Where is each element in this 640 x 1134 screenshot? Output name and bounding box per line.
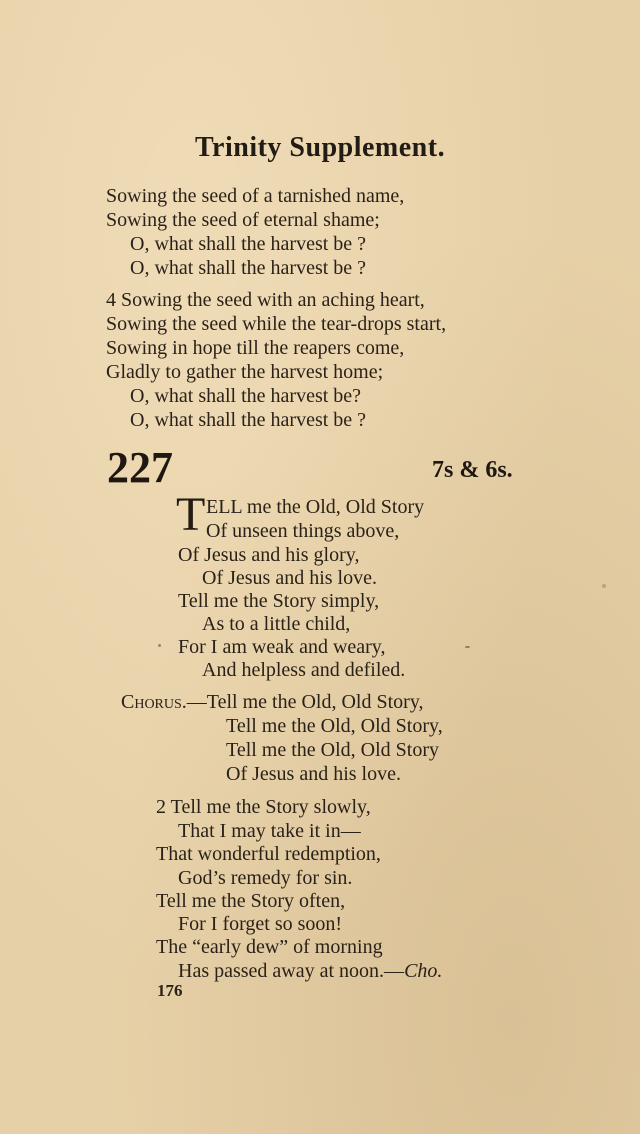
verse-line: Sowing in hope till the reapers come,: [106, 337, 405, 359]
chorus-line: Tell me the Old, Old Story,: [226, 715, 443, 737]
chorus-line: Tell me the Old, Old Story: [226, 739, 440, 761]
verse-line: Tell me the Story often,: [156, 890, 346, 912]
verse-line: For I am weak and weary,: [178, 636, 386, 658]
verse-line: Sowing the seed of eternal shame;: [106, 209, 380, 231]
verse-line: O, what shall the harvest be ?: [130, 409, 367, 431]
verse-line: That I may take it in—: [178, 820, 361, 842]
drop-cap: T: [176, 488, 206, 541]
verse-last-line: [178, 959, 442, 983]
chorus-label: Chorus.: [121, 691, 187, 713]
verse-line: God’s remedy for sin.: [178, 867, 353, 889]
verse-line: Gladly to gather the harvest home;: [106, 361, 384, 383]
verse-line: Tell me the Story simply,: [178, 590, 380, 612]
verse-line: For I forget so soon!: [178, 913, 343, 935]
verse-line: Has passed away at noon.—: [178, 960, 405, 982]
running-header: Trinity Supplement.: [194, 132, 446, 163]
verse-line: Of unseen things above,: [206, 520, 400, 542]
verse-line: O, what shall the harvest be ?: [130, 257, 367, 279]
paper-speck: [465, 646, 470, 648]
page-number: 176: [157, 981, 183, 1000]
hymn-number: 227: [107, 443, 173, 492]
verse-line: That wonderful redemption,: [156, 843, 381, 865]
verse-line: O, what shall the harvest be ?: [130, 233, 367, 255]
verse-line: 2 Tell me the Story slowly,: [156, 796, 371, 818]
verse-line: O, what shall the harvest be?: [130, 385, 362, 407]
verse-line: Sowing the seed of a tarnished name,: [106, 185, 405, 207]
hymn-meter: 7s & 6s.: [432, 457, 513, 483]
verse-line: Of Jesus and his glory,: [178, 544, 360, 566]
chorus-line: Of Jesus and his love.: [226, 763, 401, 785]
paper-speck: [602, 584, 606, 588]
verse-line: 4 Sowing the seed with an aching heart,: [106, 289, 425, 311]
verse-line: And helpless and defiled.: [202, 659, 406, 681]
chorus-line: —Tell me the Old, Old Story,: [186, 691, 424, 713]
paper-speck: [158, 644, 161, 647]
verse-line: As to a little child,: [202, 613, 351, 635]
chorus-first-line: [121, 690, 424, 714]
verse-line: Of Jesus and his love.: [202, 567, 377, 589]
verse-line: The “early dew” of morning: [156, 936, 383, 958]
chorus-ref: Cho.: [404, 960, 443, 982]
verse-line: Sowing the seed while the tear-drops start,: [106, 313, 447, 335]
verse-line: ELL me the Old, Old Story: [206, 496, 425, 518]
